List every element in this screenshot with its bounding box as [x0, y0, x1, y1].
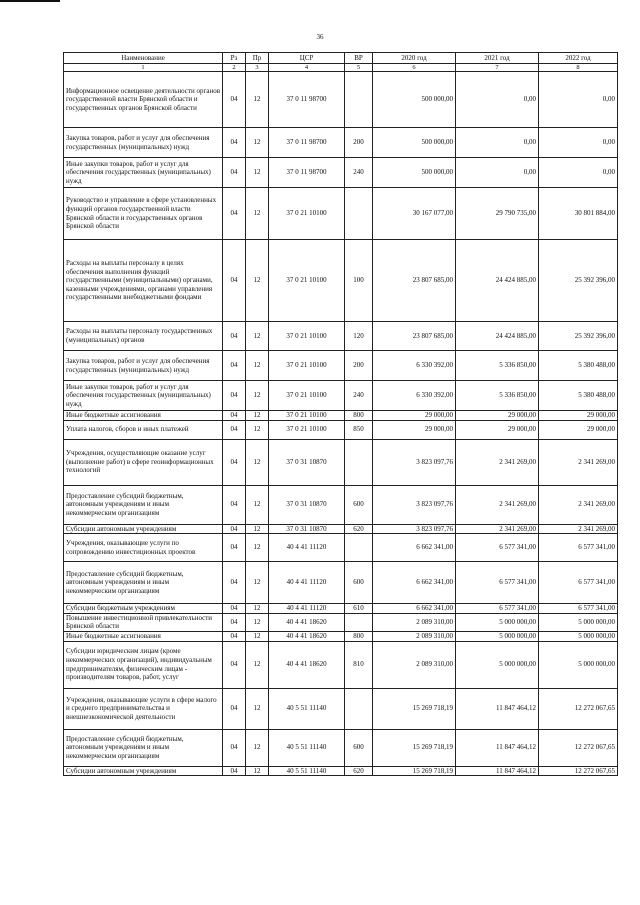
row-name: Уплата налогов, сборов и иных платежей: [64, 420, 223, 439]
row-csr: 40 4 41 18620: [269, 613, 345, 631]
row-amount-2020: 3 823 097,76: [373, 439, 456, 485]
table-row: [64, 641, 618, 688]
row-vr: 850: [345, 420, 373, 439]
row-amount-2020: 3 823 097,76: [373, 524, 456, 534]
row-amount-2021: 5 336 850,00: [456, 381, 539, 411]
table-row: [64, 188, 618, 240]
row-name: Закупка товаров, работ и услуг для обеспечения государственных (муниципальных) нужд: [64, 128, 223, 158]
row-amount-2022: 5 380 488,00: [539, 351, 618, 381]
header-name: Наименование: [64, 53, 223, 64]
row-pr: 12: [246, 562, 269, 604]
row-pr: 12: [246, 766, 269, 776]
table-row: [64, 562, 618, 604]
row-amount-2021: 11 847 464,12: [456, 729, 539, 766]
row-name: Закупка товаров, работ и услуг для обеспечения государственных (муниципальных) нужд: [64, 351, 223, 381]
row-vr: [345, 188, 373, 240]
table-row: [64, 322, 618, 351]
table-row: [64, 729, 618, 766]
row-amount-2022: 0,00: [539, 158, 618, 188]
row-amount-2022: 29 000,00: [539, 411, 618, 421]
row-name: Субсидии автономным учреждениям: [64, 524, 223, 534]
row-csr: 37 0 21 10100: [269, 240, 345, 322]
row-name: Субсидии юридическим лицам (кроме некоммерческих организаций), индивидуальным предпринимателям, физическим лицам - производителям товаров, работ, услуг: [64, 641, 223, 688]
row-amount-2021: 2 341 269,00: [456, 439, 539, 485]
row-rz: 04: [223, 439, 246, 485]
row-name: Иные бюджетные ассигнования: [64, 411, 223, 421]
row-name: Повышение инвестиционной привлекательности Брянской области: [64, 613, 223, 631]
row-pr: 12: [246, 322, 269, 351]
row-vr: 240: [345, 381, 373, 411]
column-number: 7: [456, 64, 539, 72]
row-vr: 600: [345, 485, 373, 524]
table-row: [64, 72, 618, 128]
row-pr: 12: [246, 631, 269, 641]
row-pr: 12: [246, 351, 269, 381]
row-rz: 04: [223, 766, 246, 776]
row-rz: 04: [223, 641, 246, 688]
row-amount-2020: 3 823 097,76: [373, 485, 456, 524]
row-rz: 04: [223, 524, 246, 534]
row-rz: 04: [223, 188, 246, 240]
row-amount-2022: 12 272 067,65: [539, 766, 618, 776]
header-2022: 2022 год: [539, 53, 618, 64]
row-amount-2022: 5 000 000,00: [539, 631, 618, 641]
header-row: [64, 53, 618, 64]
row-csr: 37 0 21 10100: [269, 351, 345, 381]
header-2020: 2020 год: [373, 53, 456, 64]
column-number: 3: [246, 64, 269, 72]
row-pr: 12: [246, 729, 269, 766]
row-amount-2020: 500 000,00: [373, 72, 456, 128]
row-amount-2022: 25 392 396,00: [539, 322, 618, 351]
row-rz: 04: [223, 322, 246, 351]
table-row: [64, 351, 618, 381]
row-rz: 04: [223, 351, 246, 381]
row-csr: 37 0 21 10100: [269, 322, 345, 351]
row-vr: 800: [345, 631, 373, 641]
header-rz: Рз: [223, 53, 246, 64]
row-amount-2020: 6 662 341,00: [373, 562, 456, 604]
row-pr: 12: [246, 439, 269, 485]
row-amount-2020: 500 000,00: [373, 128, 456, 158]
row-pr: 12: [246, 188, 269, 240]
row-amount-2020: 6 662 341,00: [373, 604, 456, 614]
row-csr: 40 4 41 18620: [269, 641, 345, 688]
row-csr: 40 5 51 11140: [269, 766, 345, 776]
row-name: Иные закупки товаров, работ и услуг для обеспечения государственных (муниципальных) нужд: [64, 381, 223, 411]
column-number: 4: [269, 64, 345, 72]
row-pr: 12: [246, 604, 269, 614]
row-amount-2021: 29 790 735,00: [456, 188, 539, 240]
row-amount-2020: 6 330 392,00: [373, 351, 456, 381]
row-pr: 12: [246, 534, 269, 562]
row-amount-2021: 24 424 885,00: [456, 240, 539, 322]
table-row: [64, 613, 618, 631]
row-name: Учреждения, оказывающие услуги по сопровождению инвестиционных проектов: [64, 534, 223, 562]
row-rz: 04: [223, 72, 246, 128]
row-vr: [345, 534, 373, 562]
row-pr: 12: [246, 688, 269, 729]
row-amount-2020: 15 269 718,19: [373, 729, 456, 766]
row-csr: 37 0 11 98700: [269, 128, 345, 158]
header-pr: Пр: [246, 53, 269, 64]
row-rz: 04: [223, 729, 246, 766]
row-amount-2022: 5 000 000,00: [539, 641, 618, 688]
row-csr: 40 4 41 11120: [269, 604, 345, 614]
column-number: 1: [64, 64, 223, 72]
row-name: Субсидии автономным учреждениям: [64, 766, 223, 776]
row-amount-2021: 11 847 464,12: [456, 688, 539, 729]
row-amount-2021: 0,00: [456, 158, 539, 188]
row-name: Иные закупки товаров, работ и услуг для обеспечения государственных (муниципальных) нужд: [64, 158, 223, 188]
row-amount-2022: 2 341 269,00: [539, 485, 618, 524]
row-amount-2022: 29 000,00: [539, 420, 618, 439]
row-amount-2021: 0,00: [456, 72, 539, 128]
row-amount-2021: 6 577 341,00: [456, 562, 539, 604]
header-csr: ЦСР: [269, 53, 345, 64]
row-vr: 810: [345, 641, 373, 688]
top-rule: [0, 0, 60, 2]
row-csr: 40 4 41 11120: [269, 534, 345, 562]
row-pr: 12: [246, 158, 269, 188]
row-amount-2020: 29 000,00: [373, 411, 456, 421]
row-amount-2022: 2 341 269,00: [539, 524, 618, 534]
row-csr: 40 5 51 11140: [269, 688, 345, 729]
row-rz: 04: [223, 688, 246, 729]
row-amount-2022: 30 801 884,00: [539, 188, 618, 240]
table-row: [64, 631, 618, 641]
row-amount-2022: 0,00: [539, 72, 618, 128]
row-pr: 12: [246, 240, 269, 322]
column-number-row: [64, 64, 618, 72]
column-number: 8: [539, 64, 618, 72]
row-rz: 04: [223, 158, 246, 188]
row-pr: 12: [246, 128, 269, 158]
row-name: Учреждения, оказывающие услуги в сфере малого и среднего предпринимательства и внешнеэкономической деятельности: [64, 688, 223, 729]
table-row: [64, 240, 618, 322]
row-rz: 04: [223, 604, 246, 614]
row-amount-2022: 5 380 488,00: [539, 381, 618, 411]
row-amount-2020: 2 089 310,00: [373, 631, 456, 641]
row-amount-2020: 15 269 718,19: [373, 766, 456, 776]
row-amount-2021: 29 000,00: [456, 420, 539, 439]
table-row: [64, 524, 618, 534]
row-name: Информационное освещение деятельности органов государственной власти Брянской области и государственных органов Брянской области: [64, 72, 223, 128]
table-row: [64, 485, 618, 524]
row-rz: 04: [223, 411, 246, 421]
row-amount-2021: 2 341 269,00: [456, 485, 539, 524]
row-amount-2021: 11 847 464,12: [456, 766, 539, 776]
row-pr: 12: [246, 381, 269, 411]
row-amount-2020: 30 167 077,00: [373, 188, 456, 240]
column-number: 2: [223, 64, 246, 72]
row-csr: 37 0 21 10100: [269, 381, 345, 411]
row-amount-2022: 12 272 067,65: [539, 729, 618, 766]
row-name: Предоставление субсидий бюджетным, автономным учреждениям и иным некоммерческим организациям: [64, 562, 223, 604]
row-amount-2022: 25 392 396,00: [539, 240, 618, 322]
table-row: [64, 411, 618, 421]
row-amount-2021: 2 341 269,00: [456, 524, 539, 534]
row-vr: 800: [345, 411, 373, 421]
table-row: [64, 766, 618, 776]
row-csr: 37 0 21 10100: [269, 420, 345, 439]
row-vr: 200: [345, 128, 373, 158]
row-rz: 04: [223, 562, 246, 604]
row-csr: 40 4 41 11120: [269, 562, 345, 604]
row-vr: 120: [345, 322, 373, 351]
table-row: [64, 604, 618, 614]
row-amount-2020: 23 807 685,00: [373, 322, 456, 351]
row-vr: 200: [345, 351, 373, 381]
row-vr: 600: [345, 562, 373, 604]
row-amount-2021: 5 000 000,00: [456, 641, 539, 688]
row-amount-2022: 12 272 067,65: [539, 688, 618, 729]
row-rz: 04: [223, 240, 246, 322]
row-rz: 04: [223, 613, 246, 631]
row-name: Расходы на выплаты персоналу в целях обеспечения выполнения функций государственными (муниципальными) органами, казенными учреждениями, органами управления государственными внебюджетными фондами: [64, 240, 223, 322]
column-number: 6: [373, 64, 456, 72]
row-name: Предоставление субсидий бюджетным, автономным учреждениям и иным некоммерческим организациям: [64, 485, 223, 524]
row-vr: [345, 613, 373, 631]
row-vr: 620: [345, 766, 373, 776]
row-vr: [345, 688, 373, 729]
row-amount-2021: 29 000,00: [456, 411, 539, 421]
header-vr: ВР: [345, 53, 373, 64]
row-amount-2022: 6 577 341,00: [539, 604, 618, 614]
table-row: [64, 128, 618, 158]
row-amount-2021: 0,00: [456, 128, 539, 158]
row-amount-2020: 29 000,00: [373, 420, 456, 439]
row-vr: 100: [345, 240, 373, 322]
row-rz: 04: [223, 381, 246, 411]
row-amount-2020: 23 807 685,00: [373, 240, 456, 322]
row-amount-2022: 2 341 269,00: [539, 439, 618, 485]
table-body: [64, 72, 618, 776]
table-row: [64, 158, 618, 188]
row-csr: 37 0 31 10870: [269, 439, 345, 485]
row-pr: 12: [246, 72, 269, 128]
row-rz: 04: [223, 631, 246, 641]
row-amount-2022: 6 577 341,00: [539, 562, 618, 604]
row-amount-2022: 5 000 000,00: [539, 613, 618, 631]
row-amount-2020: 2 089 310,00: [373, 613, 456, 631]
row-pr: 12: [246, 524, 269, 534]
row-rz: 04: [223, 128, 246, 158]
row-vr: [345, 439, 373, 485]
row-amount-2020: 6 662 341,00: [373, 534, 456, 562]
row-name: Предоставление субсидий бюджетным, автономным учреждениям и иным некоммерческим организациям: [64, 729, 223, 766]
row-amount-2020: 15 269 718,19: [373, 688, 456, 729]
table-row: [64, 420, 618, 439]
row-amount-2022: 0,00: [539, 128, 618, 158]
row-pr: 12: [246, 641, 269, 688]
row-amount-2021: 5 336 850,00: [456, 351, 539, 381]
row-csr: 37 0 11 98700: [269, 72, 345, 128]
row-amount-2022: 6 577 341,00: [539, 534, 618, 562]
row-amount-2020: 500 000,00: [373, 158, 456, 188]
row-pr: 12: [246, 411, 269, 421]
row-amount-2021: 5 000 000,00: [456, 631, 539, 641]
table-row: [64, 534, 618, 562]
row-vr: [345, 72, 373, 128]
row-name: Иные бюджетные ассигнования: [64, 631, 223, 641]
row-csr: 37 0 31 10870: [269, 485, 345, 524]
row-amount-2020: 2 089 310,00: [373, 641, 456, 688]
row-csr: 37 0 21 10100: [269, 188, 345, 240]
row-amount-2021: 24 424 885,00: [456, 322, 539, 351]
row-rz: 04: [223, 534, 246, 562]
row-vr: 620: [345, 524, 373, 534]
row-vr: 600: [345, 729, 373, 766]
row-name: Руководство и управление в сфере установленных функций органов государственной власти Брянской области и государственных органов Брянской области: [64, 188, 223, 240]
row-rz: 04: [223, 420, 246, 439]
row-vr: 610: [345, 604, 373, 614]
row-pr: 12: [246, 420, 269, 439]
row-csr: 37 0 11 98700: [269, 158, 345, 188]
row-csr: 37 0 31 10870: [269, 524, 345, 534]
row-name: Расходы на выплаты персоналу государственных (муниципальных) органов: [64, 322, 223, 351]
row-name: Субсидии бюджетным учреждениям: [64, 604, 223, 614]
row-amount-2021: 6 577 341,00: [456, 534, 539, 562]
budget-table: [63, 52, 618, 776]
row-csr: 40 4 41 18620: [269, 631, 345, 641]
row-vr: 240: [345, 158, 373, 188]
row-amount-2021: 6 577 341,00: [456, 604, 539, 614]
column-number: 5: [345, 64, 373, 72]
page-number: 36: [316, 33, 324, 41]
header-2021: 2021 год: [456, 53, 539, 64]
table-row: [64, 688, 618, 729]
row-pr: 12: [246, 613, 269, 631]
row-name: Учреждения, осуществляющие оказание услуг (выполнение работ) в сфере геоинформационных технологий: [64, 439, 223, 485]
row-csr: 37 0 21 10100: [269, 411, 345, 421]
row-amount-2020: 6 330 392,00: [373, 381, 456, 411]
table-row: [64, 381, 618, 411]
row-csr: 40 5 51 11140: [269, 729, 345, 766]
row-pr: 12: [246, 485, 269, 524]
row-rz: 04: [223, 485, 246, 524]
table-row: [64, 439, 618, 485]
row-amount-2021: 5 000 000,00: [456, 613, 539, 631]
